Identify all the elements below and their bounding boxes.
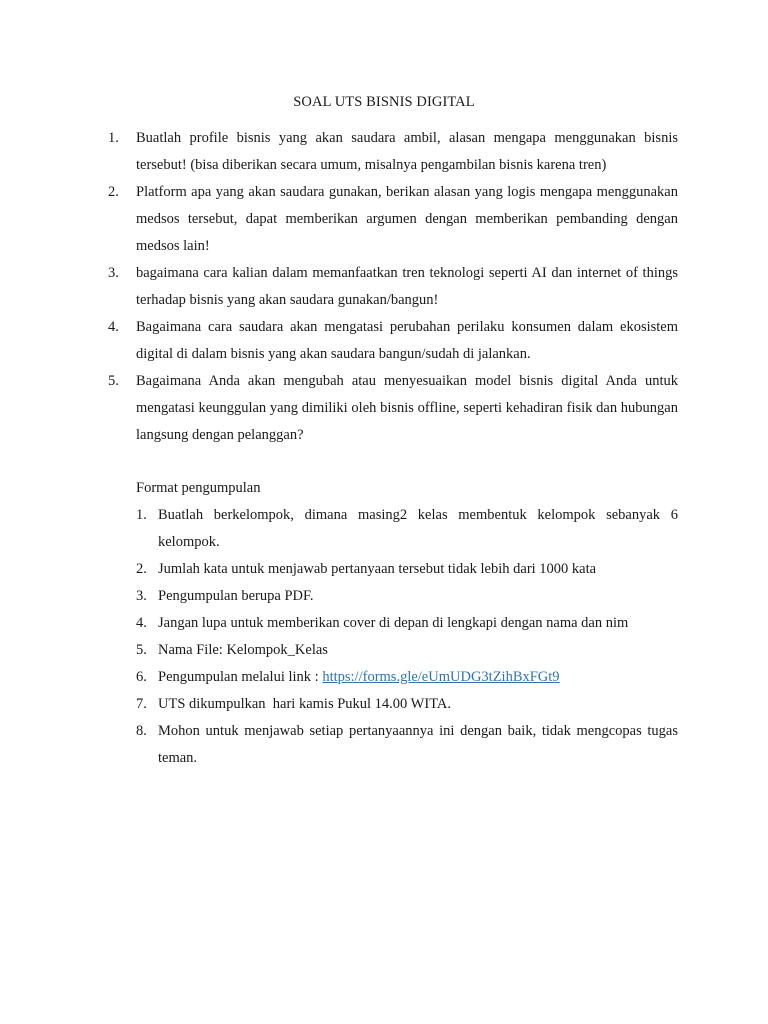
format-item-text: Pengumpulan melalui link : [158,669,323,685]
question-number: 2. [108,184,119,200]
question-text: Platform apa yang akan saudara gunakan, berikan alasan yang logis mengapa menggunakan medsos tersebut, dapat memberikan argumen dengan memberikan pembanding dengan medsos lain! [136,184,678,254]
format-item-number: 8. [136,723,147,739]
question-text: Bagaimana Anda akan mengubah atau menyesuaikan model bisnis digital Anda untuk mengatasi keunggulan yang dimiliki oleh bisnis offline, seperti kehadiran fisik dan hubungan langsung dengan pelanggan? [136,373,678,443]
question-text: bagaimana cara kalian dalam memanfaatkan tren teknologi seperti AI dan internet of things terhadap bisnis yang akan saudara gunakan/bangun! [136,265,678,308]
format-item [136,718,678,772]
format-item-text: Jumlah kata untuk menjawab pertanyaan tersebut tidak lebih dari 1000 kata [158,561,597,577]
format-item-text: Pengumpulan berupa PDF. [158,588,314,604]
format-item-number: 4. [136,615,147,631]
format-item-number: 7. [136,696,147,712]
format-heading: Format pengumpulan [136,480,261,496]
format-item [136,664,678,691]
format-item [136,610,678,637]
format-item-text: Jangan lupa untuk memberikan cover di depan di lengkapi dengan nama dan nim [158,615,629,631]
format-item [136,691,678,718]
format-list [136,502,678,772]
format-item-number: 6. [136,669,147,685]
format-item-text: Nama File: Kelompok_Kelas [158,642,328,658]
question-number: 3. [108,265,119,281]
question-item [108,260,678,314]
question-item [108,368,678,449]
question-item [108,314,678,368]
format-item-number: 2. [136,561,147,577]
format-item-number: 3. [136,588,147,604]
format-item [136,583,678,610]
format-item-number: 5. [136,642,147,658]
format-item-number: 1. [136,507,147,523]
question-text: Bagaimana cara saudara akan mengatasi perubahan perilaku konsumen dalam ekosistem digital di dalam bisnis yang akan saudara bangun/sudah di jalankan. [136,319,678,362]
format-item [136,556,678,583]
format-item-text: Mohon untuk menjawab setiap pertanyaannya ini dengan baik, tidak mengcopas tugas teman. [158,723,678,766]
question-number: 1. [108,130,119,146]
question-number: 4. [108,319,119,335]
format-item [136,502,678,556]
question-number: 5. [108,373,119,389]
format-item [136,637,678,664]
question-list [108,125,678,449]
format-item-text: Buatlah berkelompok, dimana masing2 kelas membentuk kelompok sebanyak 6 kelompok. [158,507,678,550]
submission-link[interactable]: https://forms.gle/eUmUDG3tZihBxFGt9 [322,669,560,685]
question-item [108,125,678,179]
format-item-text: UTS dikumpulkan hari kamis Pukul 14.00 WITA. [158,696,451,712]
question-item [108,179,678,260]
question-text: Buatlah profile bisnis yang akan saudara ambil, alasan mengapa menggunakan bisnis tersebut! (bisa diberikan secara umum, misalnya pengambilan bisnis karena tren) [136,130,678,173]
document-title: SOAL UTS BISNIS DIGITAL [293,94,475,110]
